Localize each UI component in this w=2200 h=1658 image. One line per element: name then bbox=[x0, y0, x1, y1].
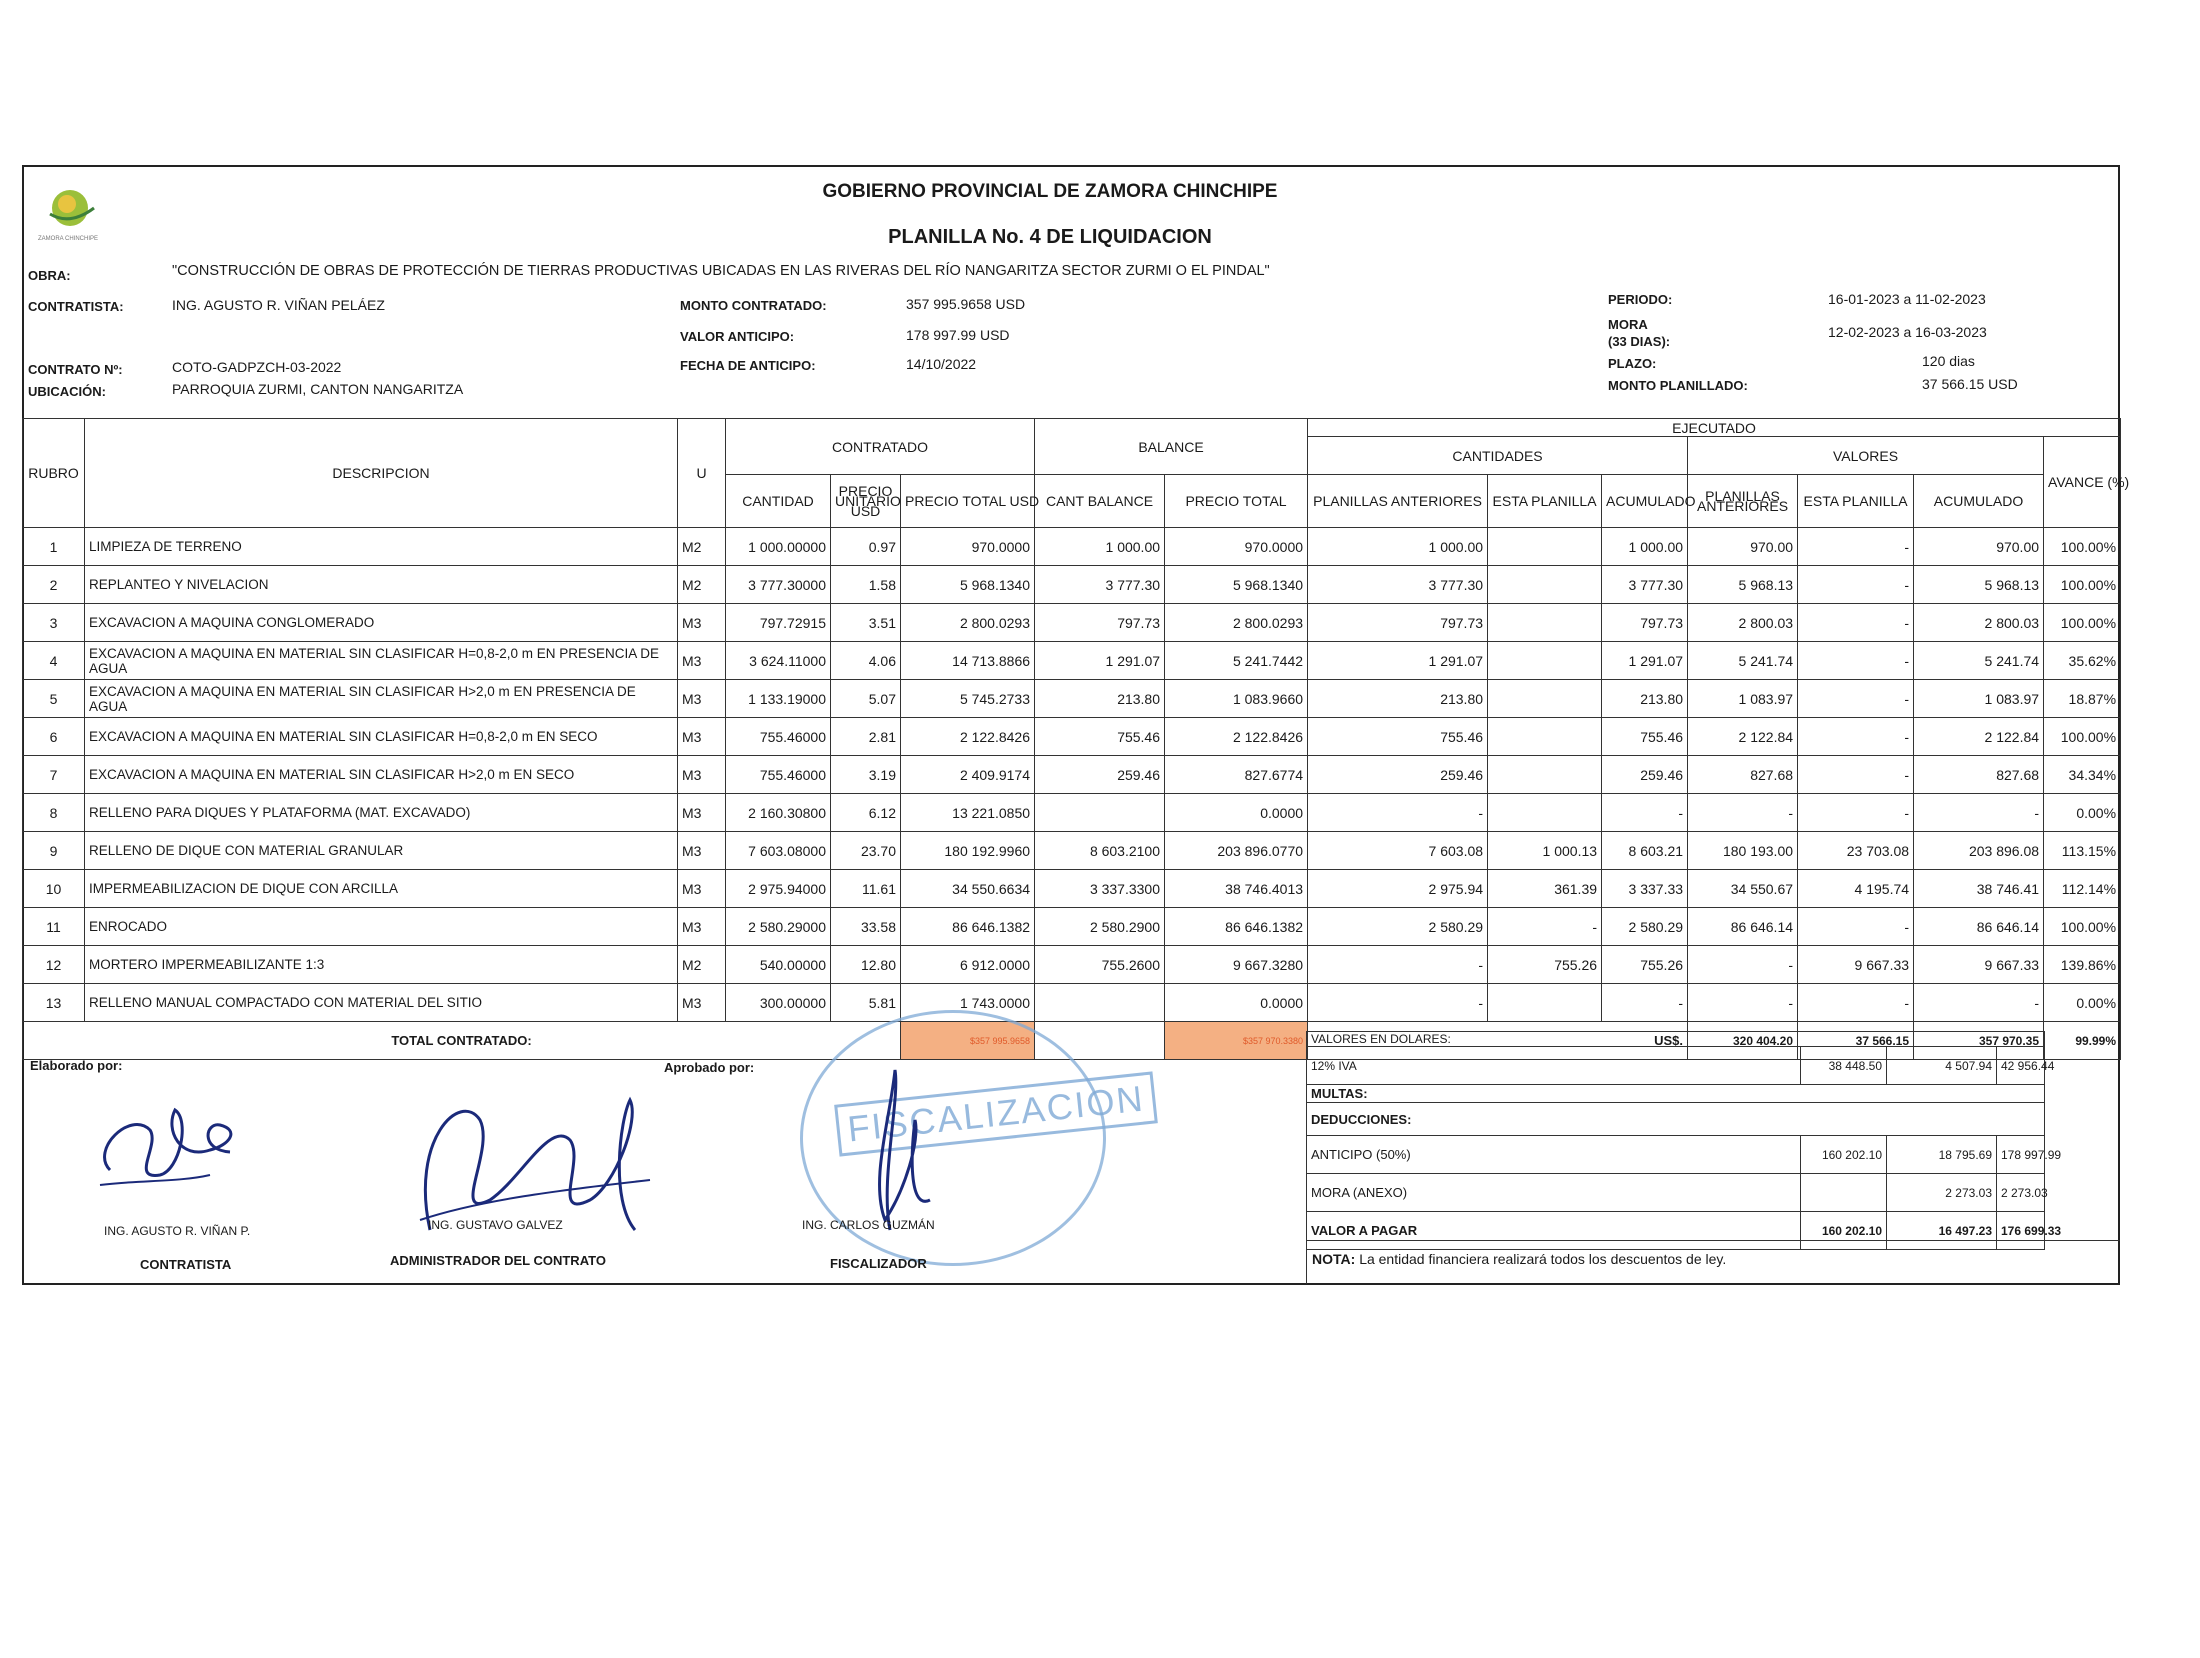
cell-cant-balance: 2 580.2900 bbox=[1035, 908, 1165, 946]
cell-acumulado: 3 777.30 bbox=[1602, 566, 1688, 604]
cell-esta-planilla bbox=[1488, 604, 1602, 642]
cell-valor-anteriores: 5 241.74 bbox=[1688, 642, 1798, 680]
cell-avance: 100.00% bbox=[2044, 718, 2121, 756]
cell-unidad: M3 bbox=[678, 984, 726, 1022]
cell-unidad: M3 bbox=[678, 604, 726, 642]
group-balance: BALANCE bbox=[1035, 419, 1308, 475]
cell-unidad: M3 bbox=[678, 756, 726, 794]
contrato-value: COTO-GADPZCH-03-2022 bbox=[172, 359, 342, 375]
cell-descripcion: EXCAVACION A MAQUINA EN MATERIAL SIN CLASIFICAR H=0,8-2,0 m EN SECO bbox=[85, 718, 678, 756]
cell-descripcion: RELLENO DE DIQUE CON MATERIAL GRANULAR bbox=[85, 832, 678, 870]
iva-esta: 4 507.94 bbox=[1887, 1047, 1997, 1085]
mora-esta: 2 273.03 bbox=[1887, 1174, 1997, 1212]
cell-valor-esta-planilla: - bbox=[1798, 756, 1914, 794]
table-row bbox=[23, 946, 2121, 984]
cell-valor-acumulado: 827.68 bbox=[1914, 756, 2044, 794]
cell-precio-total: 5 745.2733 bbox=[901, 680, 1035, 718]
nota-label: NOTA: bbox=[1312, 1251, 1356, 1267]
cell-precio-unitario: 33.58 bbox=[831, 908, 901, 946]
cell-precio-total: 2 800.0293 bbox=[901, 604, 1035, 642]
group-contratado: CONTRATADO bbox=[726, 419, 1035, 475]
contrato-label: CONTRATO Nº: bbox=[28, 362, 123, 377]
cell-valor-esta-planilla: 9 667.33 bbox=[1798, 946, 1914, 984]
cell-precio-total-balance: 5 968.1340 bbox=[1165, 566, 1308, 604]
fiscalizador-signature bbox=[850, 1060, 950, 1240]
liquidation-table bbox=[22, 418, 2130, 1060]
cell-acumulado: 1 000.00 bbox=[1602, 528, 1688, 566]
cell-unidad: M3 bbox=[678, 680, 726, 718]
cell-precio-unitario: 12.80 bbox=[831, 946, 901, 984]
government-title: GOBIERNO PROVINCIAL DE ZAMORA CHINCHIPE bbox=[822, 181, 1278, 202]
cell-cantidad: 2 975.94000 bbox=[726, 870, 831, 908]
cell-rubro: 4 bbox=[23, 642, 85, 680]
mora-label: MORA bbox=[1608, 317, 1648, 332]
obra-label: OBRA: bbox=[28, 268, 71, 283]
cell-valor-anteriores: 827.68 bbox=[1688, 756, 1798, 794]
cell-descripcion: RELLENO PARA DIQUES Y PLATAFORMA (MAT. EXCAVADO) bbox=[85, 794, 678, 832]
total-contratado: $357 995.9658 bbox=[901, 1022, 1035, 1060]
cell-precio-total: 34 550.6634 bbox=[901, 870, 1035, 908]
cell-avance: 100.00% bbox=[2044, 604, 2121, 642]
cell-unidad: M3 bbox=[678, 870, 726, 908]
cell-planillas-anteriores: - bbox=[1308, 946, 1488, 984]
cell-planillas-anteriores: 797.73 bbox=[1308, 604, 1488, 642]
cell-precio-total-balance: 2 800.0293 bbox=[1165, 604, 1308, 642]
cell-acumulado: 755.46 bbox=[1602, 718, 1688, 756]
cell-valor-esta-planilla: - bbox=[1798, 642, 1914, 680]
cell-valor-anteriores: 1 083.97 bbox=[1688, 680, 1798, 718]
contratista-role: CONTRATISTA bbox=[140, 1257, 232, 1272]
mora-acumulado: 2 273.03 bbox=[1997, 1174, 2045, 1212]
cell-planillas-anteriores: 2 975.94 bbox=[1308, 870, 1488, 908]
cell-descripcion: EXCAVACION A MAQUINA EN MATERIAL SIN CLASIFICAR H>2,0 m EN SECO bbox=[85, 756, 678, 794]
cell-valor-acumulado: 2 122.84 bbox=[1914, 718, 2044, 756]
cell-esta-planilla bbox=[1488, 528, 1602, 566]
fiscalizador-role: FISCALIZADOR bbox=[830, 1256, 927, 1271]
ubicacion-label: UBICACIÓN: bbox=[28, 384, 106, 399]
cell-cant-balance bbox=[1035, 984, 1165, 1022]
cell-precio-unitario: 0.97 bbox=[831, 528, 901, 566]
cell-cant-balance: 1 000.00 bbox=[1035, 528, 1165, 566]
group-valores: VALORES bbox=[1688, 437, 2044, 475]
cell-precio-total: 180 192.9960 bbox=[901, 832, 1035, 870]
cell-avance: 100.00% bbox=[2044, 908, 2121, 946]
cell-valor-esta-planilla: - bbox=[1798, 908, 1914, 946]
table-row bbox=[23, 528, 2121, 566]
cell-avance: 113.15% bbox=[2044, 832, 2121, 870]
planillado-value: 37 566.15 USD bbox=[1922, 376, 2018, 392]
fiscalizador-name: ING. CARLOS GUZMÁN bbox=[802, 1218, 935, 1232]
cell-cant-balance: 3 337.3300 bbox=[1035, 870, 1165, 908]
cell-descripcion: EXCAVACION A MAQUINA EN MATERIAL SIN CLASIFICAR H>2,0 m EN PRESENCIA DE AGUA bbox=[85, 680, 678, 718]
cell-acumulado: 1 291.07 bbox=[1602, 642, 1688, 680]
total-balance: $357 970.3380 bbox=[1165, 1022, 1308, 1060]
cell-valor-esta-planilla: - bbox=[1798, 680, 1914, 718]
cell-valor-acumulado: 86 646.14 bbox=[1914, 908, 2044, 946]
cell-esta-planilla: - bbox=[1488, 908, 1602, 946]
cell-esta-planilla bbox=[1488, 566, 1602, 604]
planillado-label: MONTO PLANILLADO: bbox=[1608, 378, 1748, 393]
obra-value: "CONSTRUCCIÓN DE OBRAS DE PROTECCIÓN DE TIERRAS PRODUCTIVAS UBICADAS EN LAS RIVERAS DEL RÍO NANGARITZA SECTOR ZURMI O EL PINDAL" bbox=[172, 263, 1270, 279]
cell-precio-total: 14 713.8866 bbox=[901, 642, 1035, 680]
cell-valor-anteriores: 2 800.03 bbox=[1688, 604, 1798, 642]
fecha-anticipo-value: 14/10/2022 bbox=[906, 356, 977, 372]
cell-precio-total: 86 646.1382 bbox=[901, 908, 1035, 946]
cell-cantidad: 2 580.29000 bbox=[726, 908, 831, 946]
cell-unidad: M2 bbox=[678, 566, 726, 604]
cell-cant-balance: 755.46 bbox=[1035, 718, 1165, 756]
cell-esta-planilla: 755.26 bbox=[1488, 946, 1602, 984]
cell-cant-balance: 259.46 bbox=[1035, 756, 1165, 794]
table-row bbox=[23, 566, 2121, 604]
cell-descripcion: RELLENO MANUAL COMPACTADO CON MATERIAL DEL SITIO bbox=[85, 984, 678, 1022]
cell-avance: 139.86% bbox=[2044, 946, 2121, 984]
cell-valor-anteriores: 970.00 bbox=[1688, 528, 1798, 566]
cell-cant-balance: 213.80 bbox=[1035, 680, 1165, 718]
cell-planillas-anteriores: 1 000.00 bbox=[1308, 528, 1488, 566]
cell-cantidad: 540.00000 bbox=[726, 946, 831, 984]
cell-precio-total-balance: 970.0000 bbox=[1165, 528, 1308, 566]
mora-days-label: (33 DIAS): bbox=[1608, 334, 1671, 349]
monto-value: 357 995.9658 USD bbox=[906, 296, 1026, 312]
cell-cantidad: 797.72915 bbox=[726, 604, 831, 642]
table-row bbox=[23, 604, 2121, 642]
cell-valor-anteriores: - bbox=[1688, 984, 1798, 1022]
administrador-role: ADMINISTRADOR DEL CONTRATO bbox=[390, 1253, 606, 1268]
cell-rubro: 11 bbox=[23, 908, 85, 946]
cell-precio-unitario: 5.07 bbox=[831, 680, 901, 718]
cell-acumulado: 797.73 bbox=[1602, 604, 1688, 642]
cell-descripcion: LIMPIEZA DE TERRENO bbox=[85, 528, 678, 566]
pagar-anteriores: 160 202.10 bbox=[1801, 1212, 1887, 1250]
total-acumulado: 357 970.35 bbox=[1914, 1022, 2044, 1060]
cell-planillas-anteriores: - bbox=[1308, 984, 1488, 1022]
cell-precio-unitario: 11.61 bbox=[831, 870, 901, 908]
cell-planillas-anteriores: 7 603.08 bbox=[1308, 832, 1488, 870]
cell-precio-total-balance: 1 083.9660 bbox=[1165, 680, 1308, 718]
cell-cant-balance: 755.2600 bbox=[1035, 946, 1165, 984]
total-currency: US$. bbox=[1308, 1022, 1688, 1060]
cell-precio-total-balance: 0.0000 bbox=[1165, 984, 1308, 1022]
cell-descripcion: IMPERMEABILIZACION DE DIQUE CON ARCILLA bbox=[85, 870, 678, 908]
anticipo-anteriores: 160 202.10 bbox=[1801, 1136, 1887, 1174]
col-precio-total-balance: PRECIO TOTAL bbox=[1165, 475, 1308, 528]
cell-precio-total: 970.0000 bbox=[901, 528, 1035, 566]
cell-rubro: 2 bbox=[23, 566, 85, 604]
nota-text: La entidad financiera realizará todos los descuentos de ley. bbox=[1359, 1251, 1727, 1267]
cell-precio-unitario: 6.12 bbox=[831, 794, 901, 832]
table-row bbox=[23, 718, 2121, 756]
cell-rubro: 7 bbox=[23, 756, 85, 794]
plazo-label: PLAZO: bbox=[1608, 356, 1657, 371]
cell-precio-total-balance: 38 746.4013 bbox=[1165, 870, 1308, 908]
col-precio-unitario: PRECIO UNITARIO USD bbox=[831, 475, 901, 528]
group-cantidades: CANTIDADES bbox=[1308, 437, 1688, 475]
cell-descripcion: REPLANTEO Y NIVELACION bbox=[85, 566, 678, 604]
periodo-value: 16-01-2023 a 11-02-2023 bbox=[1828, 291, 1986, 307]
col-planillas-anteriores: PLANILLAS ANTERIORES bbox=[1308, 475, 1488, 528]
contratista-label: CONTRATISTA: bbox=[28, 299, 124, 314]
cell-precio-total: 13 221.0850 bbox=[901, 794, 1035, 832]
cell-valor-anteriores: 2 122.84 bbox=[1688, 718, 1798, 756]
cell-valor-anteriores: 180 193.00 bbox=[1688, 832, 1798, 870]
cell-precio-total-balance: 203 896.0770 bbox=[1165, 832, 1308, 870]
cell-valor-esta-planilla: - bbox=[1798, 984, 1914, 1022]
cell-cantidad: 1 133.19000 bbox=[726, 680, 831, 718]
cell-avance: 100.00% bbox=[2044, 528, 2121, 566]
cell-rubro: 8 bbox=[23, 794, 85, 832]
cell-planillas-anteriores: 2 580.29 bbox=[1308, 908, 1488, 946]
cell-precio-total-balance: 9 667.3280 bbox=[1165, 946, 1308, 984]
cell-precio-total-balance: 827.6774 bbox=[1165, 756, 1308, 794]
cell-precio-total: 5 968.1340 bbox=[901, 566, 1035, 604]
cell-valor-acumulado: 203 896.08 bbox=[1914, 832, 2044, 870]
cell-precio-total: 2 409.9174 bbox=[901, 756, 1035, 794]
cell-valor-anteriores: - bbox=[1688, 794, 1798, 832]
summary-table bbox=[1306, 1031, 2062, 1250]
col-esta-planilla-valor: ESTA PLANILLA bbox=[1798, 475, 1914, 528]
col-descripcion: DESCRIPCION bbox=[85, 419, 678, 528]
col-cant-balance: CANT BALANCE bbox=[1035, 475, 1165, 528]
cell-planillas-anteriores: 3 777.30 bbox=[1308, 566, 1488, 604]
cell-avance: 112.14% bbox=[2044, 870, 2121, 908]
cell-precio-unitario: 3.19 bbox=[831, 756, 901, 794]
total-esta-planilla: 37 566.15 bbox=[1798, 1022, 1914, 1060]
cell-descripcion: EXCAVACION A MAQUINA EN MATERIAL SIN CLASIFICAR H=0,8-2,0 m EN PRESENCIA DE AGUA bbox=[85, 642, 678, 680]
cell-acumulado: 2 580.29 bbox=[1602, 908, 1688, 946]
valores-label: VALORES EN DOLARES: bbox=[1307, 1032, 2045, 1047]
cell-rubro: 6 bbox=[23, 718, 85, 756]
periodo-label: PERIODO: bbox=[1608, 292, 1673, 307]
cell-cantidad: 7 603.08000 bbox=[726, 832, 831, 870]
cell-cantidad: 755.46000 bbox=[726, 718, 831, 756]
cell-rubro: 3 bbox=[23, 604, 85, 642]
cell-unidad: M3 bbox=[678, 794, 726, 832]
cell-planillas-anteriores: 213.80 bbox=[1308, 680, 1488, 718]
cell-valor-esta-planilla: - bbox=[1798, 566, 1914, 604]
cell-precio-total-balance: 5 241.7442 bbox=[1165, 642, 1308, 680]
total-label: TOTAL CONTRATADO: bbox=[23, 1022, 901, 1060]
cell-valor-esta-planilla: - bbox=[1798, 794, 1914, 832]
table-row bbox=[23, 642, 2121, 680]
cell-valor-acumulado: - bbox=[1914, 984, 2044, 1022]
anticipo-acumulado: 178 997.99 bbox=[1997, 1136, 2045, 1174]
cell-esta-planilla bbox=[1488, 756, 1602, 794]
cell-cantidad: 755.46000 bbox=[726, 756, 831, 794]
cell-precio-total: 6 912.0000 bbox=[901, 946, 1035, 984]
cell-valor-anteriores: 34 550.67 bbox=[1688, 870, 1798, 908]
fecha-anticipo-label: FECHA DE ANTICIPO: bbox=[680, 358, 816, 373]
cell-cant-balance: 8 603.2100 bbox=[1035, 832, 1165, 870]
cell-planillas-anteriores: 1 291.07 bbox=[1308, 642, 1488, 680]
cell-avance: 18.87% bbox=[2044, 680, 2121, 718]
ubicacion-value: PARROQUIA ZURMI, CANTON NANGARITZA bbox=[172, 381, 464, 397]
deducciones-label: DEDUCCIONES: bbox=[1307, 1103, 2045, 1136]
table-row bbox=[23, 756, 2121, 794]
cell-valor-acumulado: 970.00 bbox=[1914, 528, 2044, 566]
pagar-esta: 16 497.23 bbox=[1887, 1212, 1997, 1250]
pagar-label: VALOR A PAGAR bbox=[1307, 1212, 1801, 1250]
contratista-name: ING. AGUSTO R. VIÑAN P. bbox=[104, 1224, 251, 1238]
cell-cant-balance: 1 291.07 bbox=[1035, 642, 1165, 680]
aprobado-label: Aprobado por: bbox=[664, 1060, 755, 1075]
cell-unidad: M3 bbox=[678, 832, 726, 870]
cell-precio-total: 2 122.8426 bbox=[901, 718, 1035, 756]
cell-valor-acumulado: 5 968.13 bbox=[1914, 566, 2044, 604]
cell-precio-total-balance: 2 122.8426 bbox=[1165, 718, 1308, 756]
cell-valor-anteriores: - bbox=[1688, 946, 1798, 984]
cell-valor-acumulado: 5 241.74 bbox=[1914, 642, 2044, 680]
cell-precio-total-balance: 86 646.1382 bbox=[1165, 908, 1308, 946]
table-row bbox=[23, 794, 2121, 832]
pagar-acumulado: 176 699.33 bbox=[1997, 1212, 2045, 1250]
cell-rubro: 1 bbox=[23, 528, 85, 566]
col-cantidad: CANTIDAD bbox=[726, 475, 831, 528]
cell-cantidad: 2 160.30800 bbox=[726, 794, 831, 832]
cell-valor-esta-planilla: - bbox=[1798, 604, 1914, 642]
cell-acumulado: 8 603.21 bbox=[1602, 832, 1688, 870]
mora-value: 12-02-2023 a 16-03-2023 bbox=[1828, 324, 1987, 340]
col-rubro: RUBRO bbox=[23, 419, 85, 528]
anticipo-value: 178 997.99 USD bbox=[906, 327, 1010, 343]
nota-line bbox=[1312, 1251, 1726, 1267]
cell-cant-balance: 797.73 bbox=[1035, 604, 1165, 642]
cell-valor-acumulado: - bbox=[1914, 794, 2044, 832]
cell-unidad: M3 bbox=[678, 908, 726, 946]
cell-cantidad: 3 777.30000 bbox=[726, 566, 831, 604]
cell-precio-total-balance: 0.0000 bbox=[1165, 794, 1308, 832]
iva-label: 12% IVA bbox=[1307, 1047, 1801, 1085]
contratista-value: ING. AGUSTO R. VIÑAN PELÁEZ bbox=[172, 297, 385, 313]
cell-unidad: M3 bbox=[678, 718, 726, 756]
cell-valor-acumulado: 38 746.41 bbox=[1914, 870, 2044, 908]
total-avance: 99.99% bbox=[2044, 1022, 2121, 1060]
cell-planillas-anteriores: - bbox=[1308, 794, 1488, 832]
cell-esta-planilla: 361.39 bbox=[1488, 870, 1602, 908]
cell-cantidad: 300.00000 bbox=[726, 984, 831, 1022]
cell-acumulado: 3 337.33 bbox=[1602, 870, 1688, 908]
group-ejecutado: EJECUTADO bbox=[1308, 419, 2121, 437]
province-logo bbox=[40, 182, 110, 244]
col-unidad: U bbox=[678, 419, 726, 528]
logo-caption: ZAMORA CHINCHIPE bbox=[38, 236, 99, 242]
mora-anteriores bbox=[1801, 1174, 1887, 1212]
cell-esta-planilla bbox=[1488, 718, 1602, 756]
fiscalizacion-stamp-text: FISCALIZACION bbox=[834, 1071, 1158, 1156]
cell-rubro: 12 bbox=[23, 946, 85, 984]
cell-precio-total: 1 743.0000 bbox=[901, 984, 1035, 1022]
cell-avance: 100.00% bbox=[2044, 566, 2121, 604]
anticipo-esta: 18 795.69 bbox=[1887, 1136, 1997, 1174]
iva-acumulado: 42 956.44 bbox=[1997, 1047, 2045, 1085]
cell-acumulado: 755.26 bbox=[1602, 946, 1688, 984]
cell-rubro: 9 bbox=[23, 832, 85, 870]
col-planillas-anteriores-valor: PLANILLAS ANTERIORES bbox=[1688, 475, 1798, 528]
cell-valor-acumulado: 2 800.03 bbox=[1914, 604, 2044, 642]
cell-rubro: 13 bbox=[23, 984, 85, 1022]
cell-valor-esta-planilla: 4 195.74 bbox=[1798, 870, 1914, 908]
administrador-name: ING. GUSTAVO GALVEZ bbox=[428, 1218, 563, 1232]
cell-precio-unitario: 2.81 bbox=[831, 718, 901, 756]
cell-acumulado: 259.46 bbox=[1602, 756, 1688, 794]
cell-valor-acumulado: 9 667.33 bbox=[1914, 946, 2044, 984]
cell-cant-balance: 3 777.30 bbox=[1035, 566, 1165, 604]
col-precio-total: PRECIO TOTAL USD bbox=[901, 475, 1035, 528]
mora-deduccion-label: MORA (ANEXO) bbox=[1307, 1174, 1801, 1212]
cell-cantidad: 3 624.11000 bbox=[726, 642, 831, 680]
col-avance: AVANCE (%) bbox=[2044, 437, 2121, 528]
cell-esta-planilla bbox=[1488, 680, 1602, 718]
cell-precio-unitario: 4.06 bbox=[831, 642, 901, 680]
cell-precio-unitario: 5.81 bbox=[831, 984, 901, 1022]
total-anteriores: 320 404.20 bbox=[1688, 1022, 1798, 1060]
cell-esta-planilla bbox=[1488, 794, 1602, 832]
cell-esta-planilla: 1 000.13 bbox=[1488, 832, 1602, 870]
anticipo-label: VALOR ANTICIPO: bbox=[680, 329, 795, 344]
monto-label: MONTO CONTRATADO: bbox=[680, 298, 827, 313]
col-acumulado: ACUMULADO bbox=[1602, 475, 1688, 528]
cell-valor-esta-planilla: - bbox=[1798, 528, 1914, 566]
cell-rubro: 10 bbox=[23, 870, 85, 908]
cell-acumulado: 213.80 bbox=[1602, 680, 1688, 718]
multas-label: MULTAS: bbox=[1307, 1085, 2045, 1103]
elaborado-label: Elaborado por: bbox=[30, 1058, 123, 1073]
cell-planillas-anteriores: 755.46 bbox=[1308, 718, 1488, 756]
cell-rubro: 5 bbox=[23, 680, 85, 718]
cell-descripcion: ENROCADO bbox=[85, 908, 678, 946]
iva-anteriores: 38 448.50 bbox=[1801, 1047, 1887, 1085]
cell-esta-planilla bbox=[1488, 984, 1602, 1022]
cell-cant-balance bbox=[1035, 794, 1165, 832]
cell-avance: 34.34% bbox=[2044, 756, 2121, 794]
cell-avance: 0.00% bbox=[2044, 794, 2121, 832]
cell-planillas-anteriores: 259.46 bbox=[1308, 756, 1488, 794]
cell-valor-anteriores: 5 968.13 bbox=[1688, 566, 1798, 604]
cell-precio-unitario: 3.51 bbox=[831, 604, 901, 642]
plazo-value: 120 dias bbox=[1922, 353, 1975, 369]
cell-acumulado: - bbox=[1602, 794, 1688, 832]
cell-valor-acumulado: 1 083.97 bbox=[1914, 680, 2044, 718]
cell-precio-unitario: 1.58 bbox=[831, 566, 901, 604]
table-row bbox=[23, 908, 2121, 946]
cell-cantidad: 1 000.00000 bbox=[726, 528, 831, 566]
cell-descripcion: EXCAVACION A MAQUINA CONGLOMERADO bbox=[85, 604, 678, 642]
table-row bbox=[23, 680, 2121, 718]
table-row bbox=[23, 984, 2121, 1022]
cell-avance: 0.00% bbox=[2044, 984, 2121, 1022]
col-acumulado-valor: ACUMULADO bbox=[1914, 475, 2044, 528]
anticipo-deduccion-label: ANTICIPO (50%) bbox=[1307, 1136, 1801, 1174]
table-row bbox=[23, 832, 2121, 870]
cell-unidad: M2 bbox=[678, 528, 726, 566]
page-title: PLANILLA No. 4 DE LIQUIDACION bbox=[888, 226, 1212, 248]
contratista-signature bbox=[90, 1090, 250, 1205]
cell-precio-unitario: 23.70 bbox=[831, 832, 901, 870]
cell-unidad: M3 bbox=[678, 642, 726, 680]
cell-descripcion: MORTERO IMPERMEABILIZANTE 1:3 bbox=[85, 946, 678, 984]
cell-valor-esta-planilla: - bbox=[1798, 718, 1914, 756]
table-row bbox=[23, 870, 2121, 908]
cell-avance: 35.62% bbox=[2044, 642, 2121, 680]
cell-valor-anteriores: 86 646.14 bbox=[1688, 908, 1798, 946]
cell-valor-esta-planilla: 23 703.08 bbox=[1798, 832, 1914, 870]
cell-unidad: M2 bbox=[678, 946, 726, 984]
cell-acumulado: - bbox=[1602, 984, 1688, 1022]
col-esta-planilla: ESTA PLANILLA bbox=[1488, 475, 1602, 528]
cell-esta-planilla bbox=[1488, 642, 1602, 680]
